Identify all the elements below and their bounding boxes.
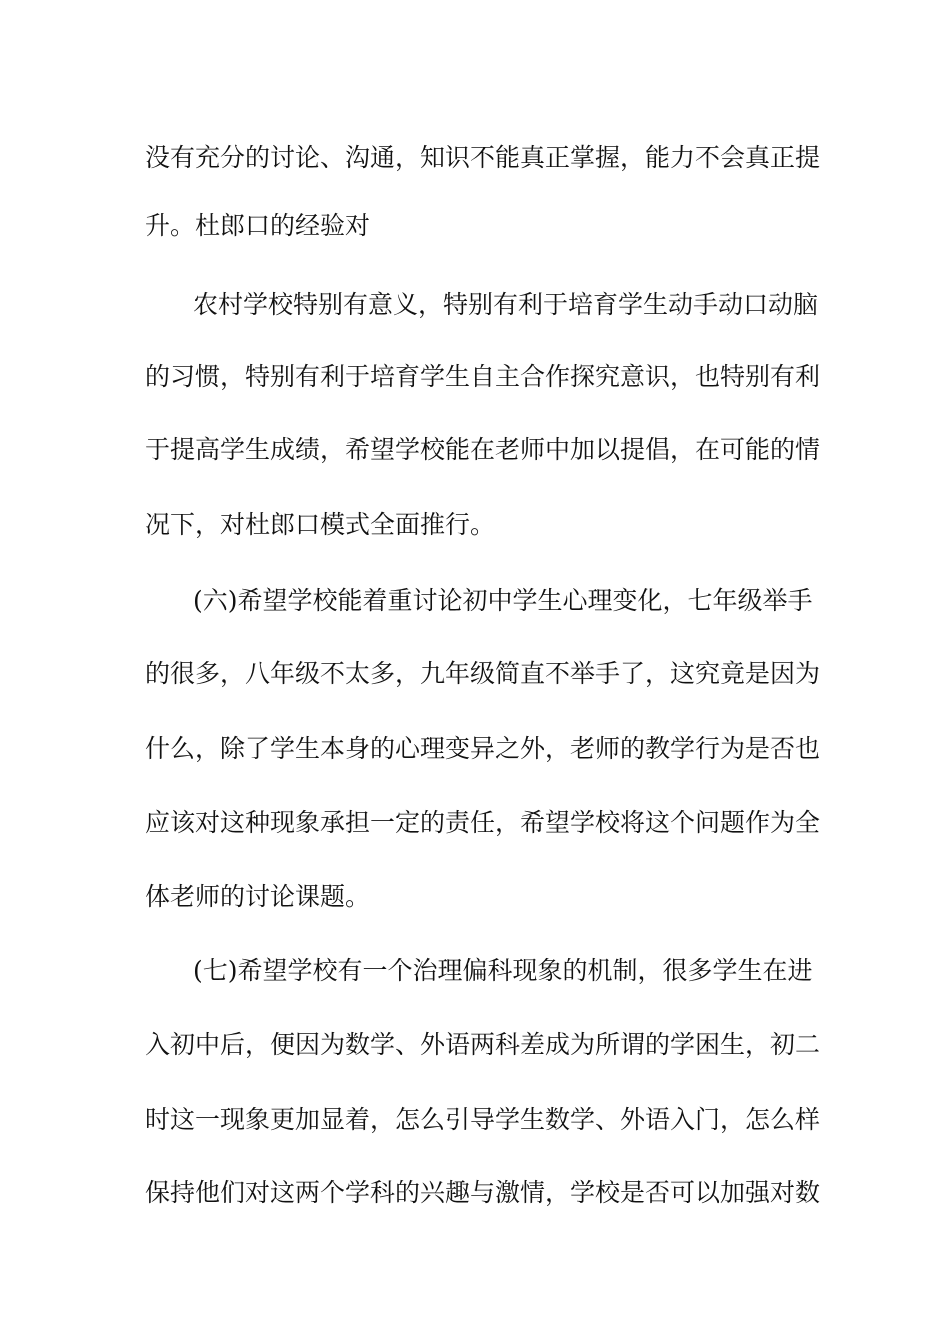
text-line: 升。杜郎口的经验对 — [145, 211, 371, 240]
text-line: 保持他们对这两个学科的兴趣与激情，学校是否可以加强对数 — [145, 1178, 821, 1207]
text-line: 况下，对杜郎口模式全面推行。 — [145, 510, 496, 539]
text-line: 应该对这种现象承担一定的责任，希望学校将这个问题作为全 — [145, 808, 821, 837]
text-line: 的很多，八年级不太多，九年级简直不举手了，这究竟是因为 — [145, 659, 821, 688]
text-line: 于提高学生成绩，希望学校能在老师中加以提倡，在可能的情 — [145, 435, 821, 464]
text-line: 时这一现象更加显着，怎么引导学生数学、外语入门，怎么样 — [145, 1105, 821, 1134]
text-line: 的习惯，特别有利于培育学生自主合作探究意识，也特别有利 — [145, 362, 821, 391]
text-line: 没有充分的讨论、沟通，知识不能真正掌握，能力不会真正提 — [145, 143, 821, 172]
text-line: (七)希望学校有一个治理偏科现象的机制，很多学生在进 — [193, 956, 813, 985]
text-line: (六)希望学校能着重讨论初中学生心理变化，七年级举手 — [193, 586, 813, 615]
text-line: 入初中后，便因为数学、外语两科差成为所谓的学困生，初二 — [145, 1030, 821, 1059]
text-line: 体老师的讨论课题。 — [145, 882, 371, 911]
text-line: 什么，除了学生本身的心理变异之外，老师的教学行为是否也 — [145, 734, 821, 763]
text-line: 农村学校特别有意义，特别有利于培育学生动手动口动脑 — [193, 290, 819, 319]
